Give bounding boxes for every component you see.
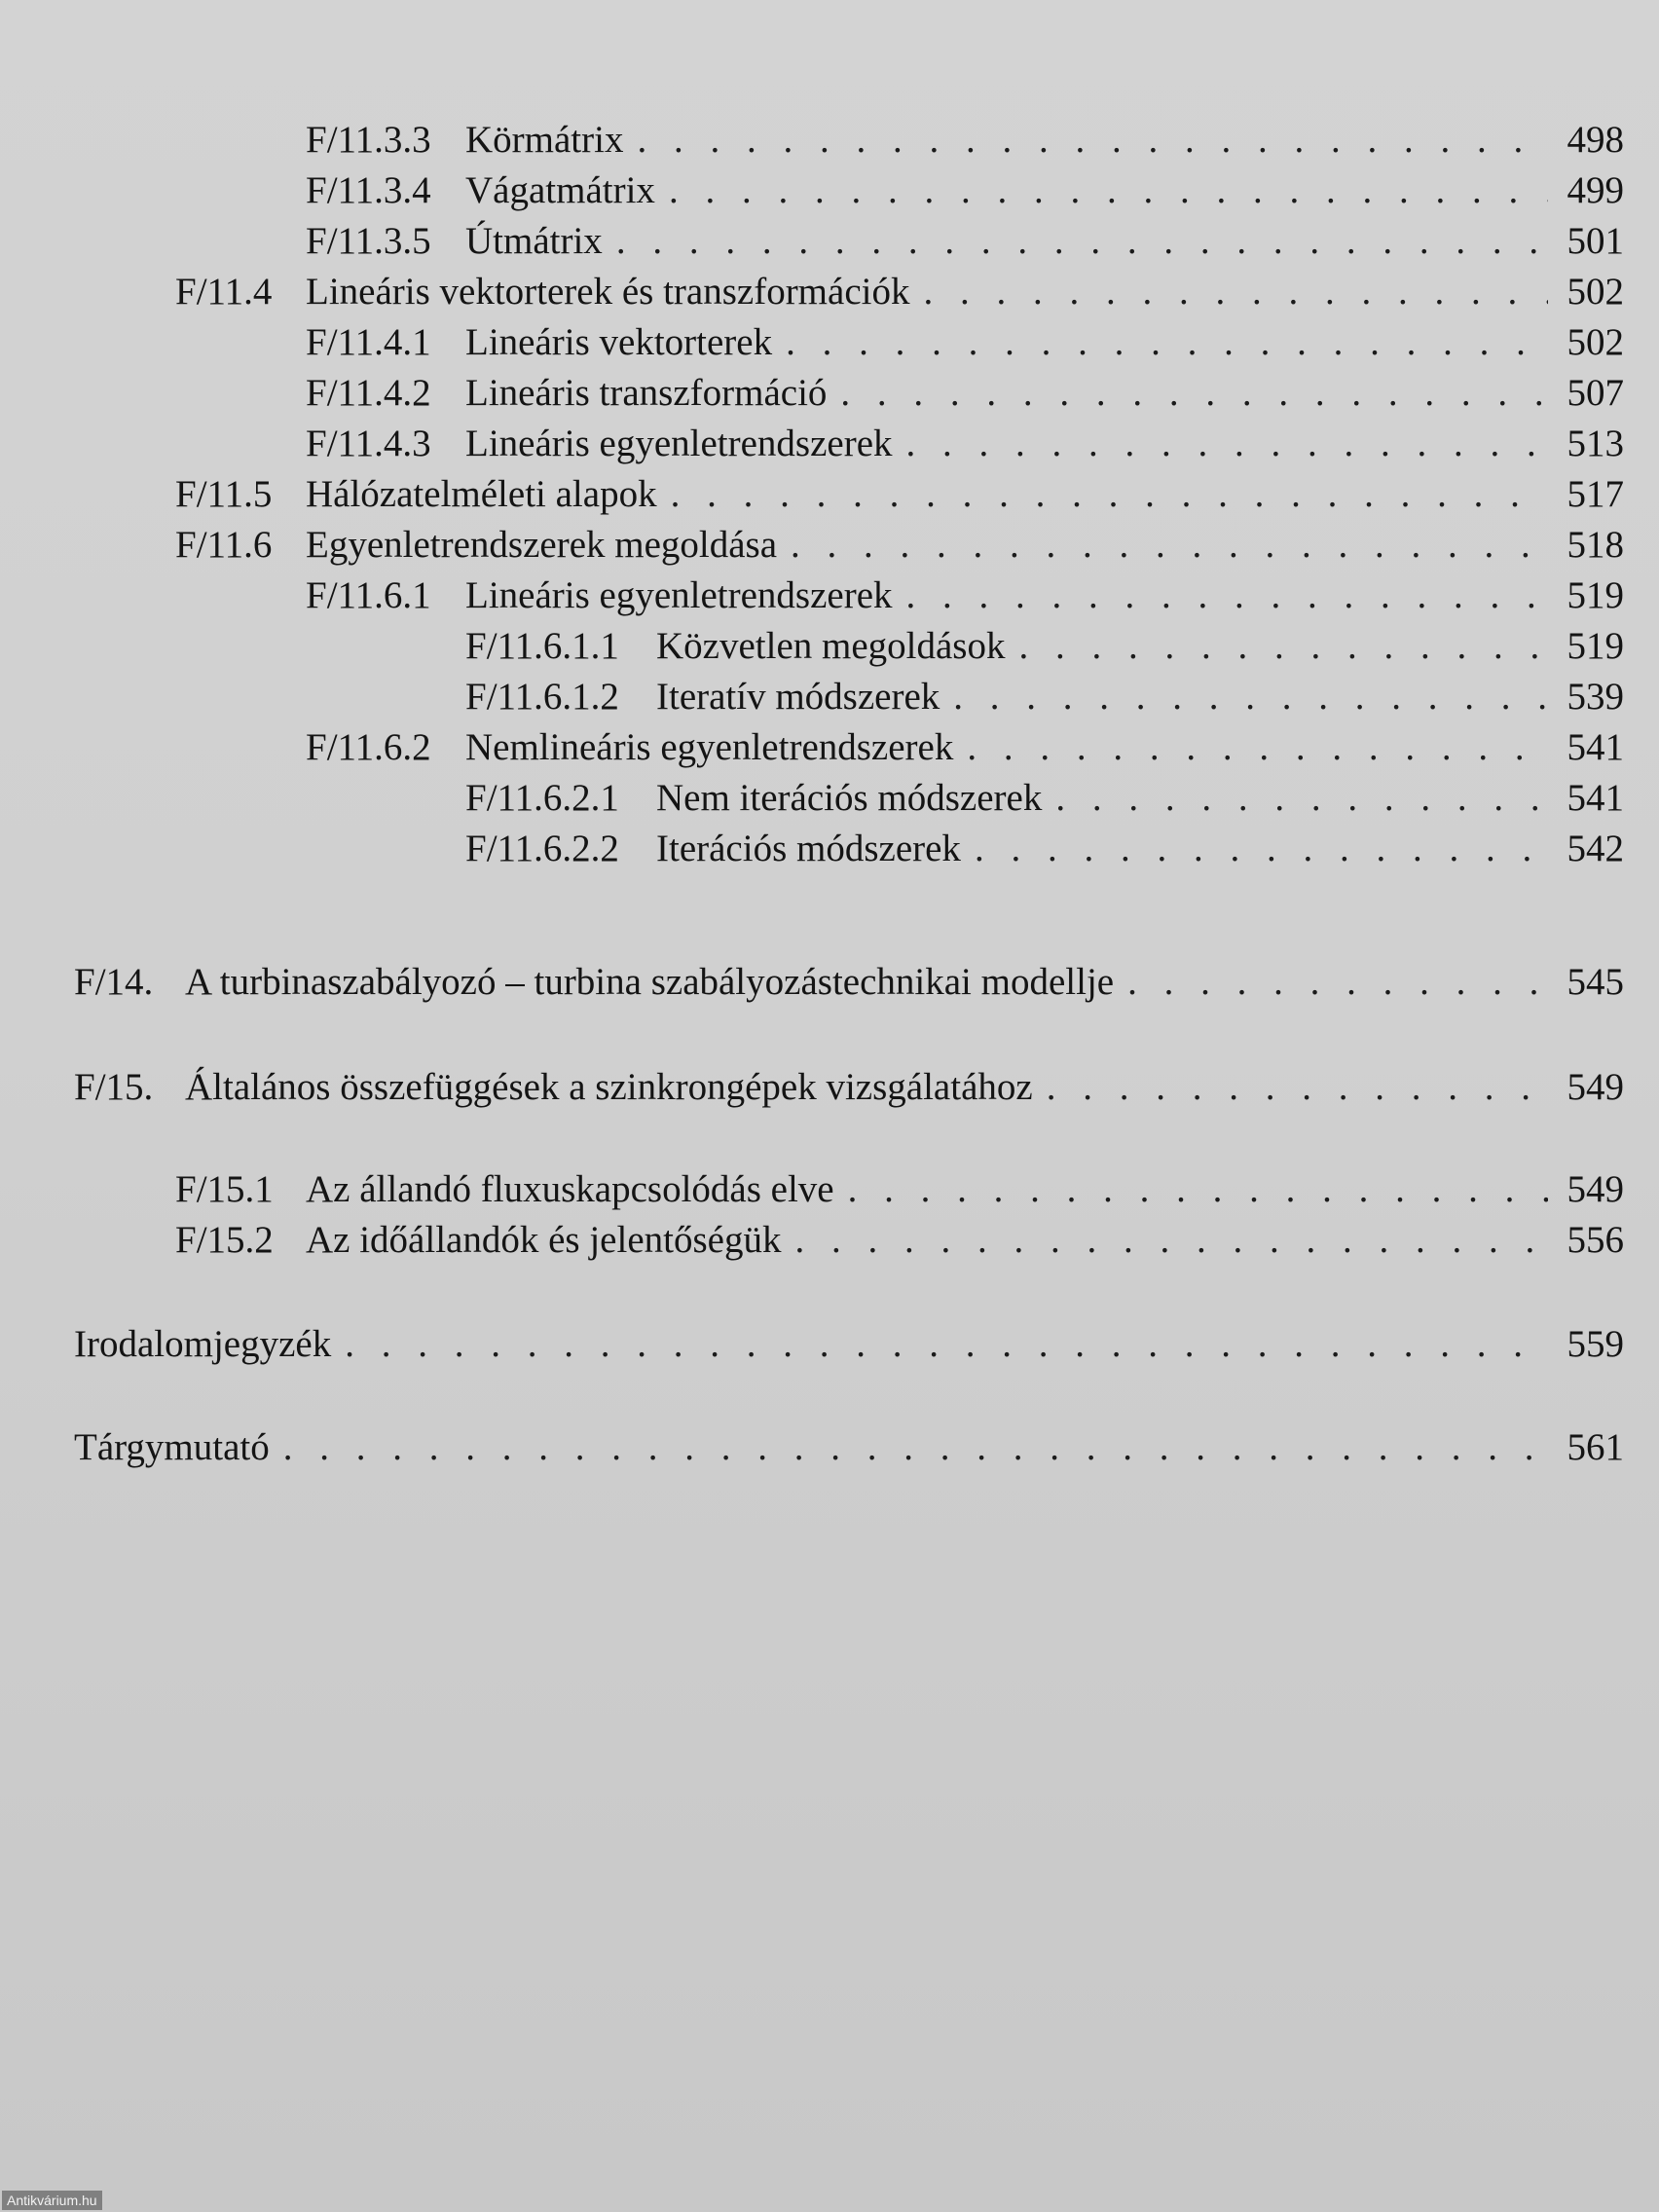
toc-entry-page: 507 (1567, 372, 1624, 414)
dot-leader (840, 368, 1548, 419)
toc-entry-page: 519 (1567, 625, 1624, 667)
dot-leader (283, 1422, 1548, 1473)
toc-entry-title: Iterációs módszerek (656, 828, 961, 869)
toc-entry-page: 518 (1567, 524, 1624, 566)
dot-leader (906, 571, 1548, 621)
toc-entry-page: 541 (1567, 726, 1624, 768)
toc-entry (175, 1164, 1624, 1215)
toc-entry-title: Általános összefüggések a szinkrongépek vizsgálatához (185, 1066, 1033, 1108)
toc-entry-number: F/11.5 (175, 473, 273, 515)
toc-entry-title: Lineáris vektorterek (465, 321, 773, 363)
dot-leader (616, 216, 1548, 267)
toc-entry-title: Tárgymutató (74, 1426, 270, 1468)
toc-entry (175, 1215, 1624, 1266)
toc-entry-title: Lineáris egyenletrendszerek (465, 423, 893, 464)
toc-entry-number: F/11.4.1 (306, 321, 431, 363)
toc-entry (74, 1422, 1624, 1473)
toc-entry (465, 824, 1624, 874)
dot-leader (967, 722, 1548, 773)
dot-leader (669, 166, 1548, 216)
toc-entry-number: F/11.4.3 (306, 423, 431, 464)
toc-entry-page: 519 (1567, 574, 1624, 616)
toc-entry-page: 502 (1567, 321, 1624, 363)
toc-entry-page: 498 (1567, 119, 1624, 161)
toc-entry-number: F/15. (74, 1066, 154, 1108)
toc-entry-number: F/15.2 (175, 1219, 274, 1261)
toc-entry-title: Lineáris egyenletrendszerek (465, 574, 893, 616)
toc-entry-title: Az állandó fluxuskapcsolódás elve (306, 1168, 834, 1210)
dot-leader (786, 317, 1548, 368)
toc-entry-number: F/15.1 (175, 1168, 274, 1210)
toc-entry-number: F/14. (74, 961, 154, 1003)
toc-entry-number: F/11.6.2.1 (465, 777, 619, 819)
toc-entry-title: Körmátrix (465, 119, 624, 161)
toc-entry-title: Hálózatelméleti alapok (306, 473, 657, 515)
toc-entry-title: Egyenletrendszerek megoldása (306, 524, 778, 566)
toc-entry (306, 368, 1624, 419)
toc-entry-number: F/11.4.2 (306, 372, 431, 414)
toc-entry-title: Lineáris transzformáció (465, 372, 828, 414)
toc-entry-number: F/11.3.5 (306, 220, 431, 262)
toc-entry-page: 517 (1567, 473, 1624, 515)
watermark: Antikvárium.hu (2, 2191, 102, 2210)
toc-entry-number: F/11.4 (175, 271, 273, 313)
toc-entry-number: F/11.6.1.1 (465, 625, 619, 667)
toc-entry-title: Közvetlen megoldások (656, 625, 1006, 667)
toc-entry-title: Iteratív módszerek (656, 676, 940, 718)
toc-entry-title: Irodalomjegyzék (74, 1323, 332, 1365)
toc-entry-number: F/11.6.2 (306, 726, 431, 768)
toc-entry (175, 469, 1624, 520)
toc-entry-page: 513 (1567, 423, 1624, 464)
dot-leader (794, 1215, 1548, 1266)
toc-entry-page: 542 (1567, 828, 1624, 869)
toc-entry (306, 317, 1624, 368)
toc-entry-number: F/11.6.2.2 (465, 828, 619, 869)
dot-leader (923, 267, 1548, 317)
toc-entry-title: A turbinaszabályozó – turbina szabályozástechnikai modellje (185, 961, 1115, 1003)
toc-entry-page: 549 (1567, 1066, 1624, 1108)
toc-entry-title: Vágatmátrix (465, 169, 655, 211)
dot-leader (637, 115, 1548, 166)
toc-entry (306, 115, 1624, 166)
toc-entry (74, 1062, 1624, 1113)
toc-entry-title: Nem iterációs módszerek (656, 777, 1043, 819)
toc-entry-page: 556 (1567, 1219, 1624, 1261)
toc-entry (74, 1319, 1624, 1370)
toc-entry-title: Útmátrix (465, 220, 603, 262)
dot-leader (1055, 773, 1548, 824)
toc-entry-page: 545 (1567, 961, 1624, 1003)
toc-entry-page: 549 (1567, 1168, 1624, 1210)
toc-entry (306, 571, 1624, 621)
toc-entry-number: F/11.3.3 (306, 119, 431, 161)
toc-entry-page: 501 (1567, 220, 1624, 262)
dot-leader (1127, 957, 1548, 1008)
toc-entry (306, 419, 1624, 469)
toc-entry (465, 672, 1624, 722)
toc-entry-number: F/11.6 (175, 524, 273, 566)
toc-entry (175, 520, 1624, 571)
toc-entry-page: 502 (1567, 271, 1624, 313)
toc-entry-page: 559 (1567, 1323, 1624, 1365)
dot-leader (953, 672, 1548, 722)
toc-entry-title: Lineáris vektorterek és transzformációk (306, 271, 910, 313)
dot-leader (671, 469, 1548, 520)
toc-entry-page: 561 (1567, 1426, 1624, 1468)
toc-entry-page: 541 (1567, 777, 1624, 819)
toc-entry (74, 957, 1624, 1008)
toc-entry-number: F/11.6.1.2 (465, 676, 619, 718)
toc-entry-page: 539 (1567, 676, 1624, 718)
toc-entry (175, 267, 1624, 317)
toc-entry-title: Nemlineáris egyenletrendszerek (465, 726, 954, 768)
toc-entry-number: F/11.6.1 (306, 574, 431, 616)
toc-entry (465, 773, 1624, 824)
dot-leader (975, 824, 1548, 874)
dot-leader (906, 419, 1548, 469)
toc-entry (306, 166, 1624, 216)
dot-leader (791, 520, 1548, 571)
dot-leader (1018, 621, 1548, 672)
toc-entry-number: F/11.3.4 (306, 169, 431, 211)
toc-entry-title: Az időállandók és jelentőségük (306, 1219, 782, 1261)
toc-entry (306, 722, 1624, 773)
dot-leader (848, 1164, 1548, 1215)
dot-leader (345, 1319, 1548, 1370)
dot-leader (1047, 1062, 1548, 1113)
toc-entry (465, 621, 1624, 672)
toc-entry-page: 499 (1567, 169, 1624, 211)
toc-entry (306, 216, 1624, 267)
